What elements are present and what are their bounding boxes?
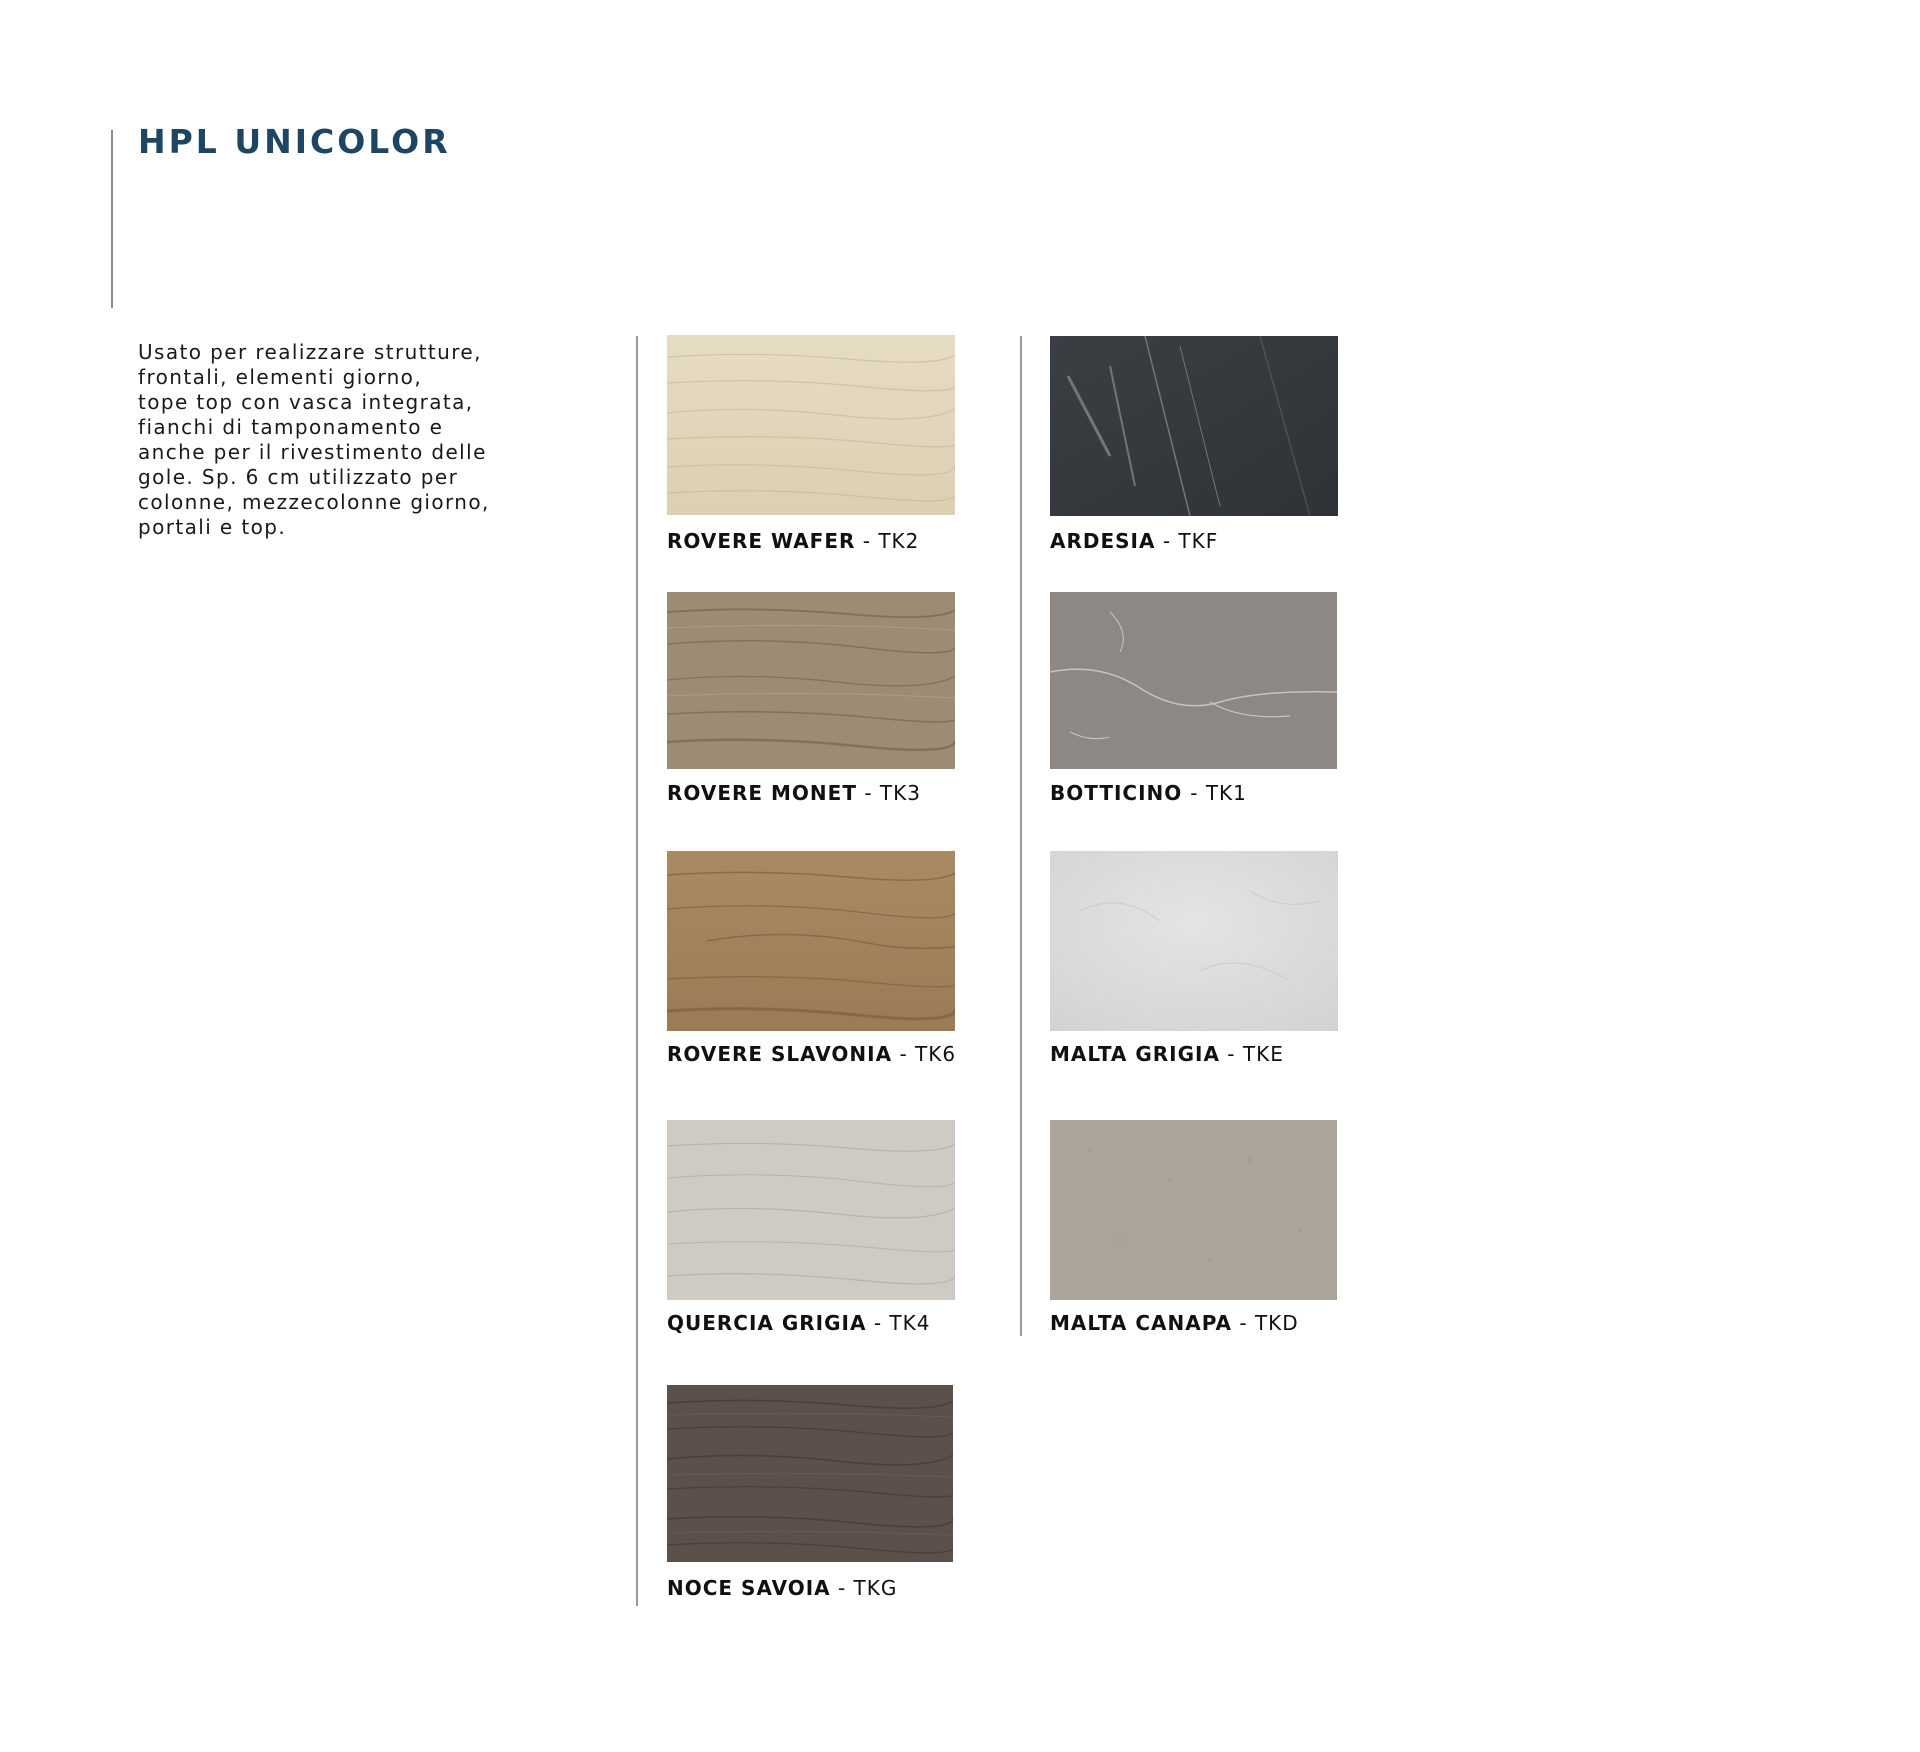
swatch-malta-canapa[interactable]	[1050, 1120, 1337, 1300]
material-name: QUERCIA GRIGIA	[667, 1311, 867, 1335]
material-code: - TK6	[892, 1042, 957, 1066]
hemp-plaster-texture-icon	[1050, 1120, 1337, 1300]
material-label	[667, 1042, 956, 1066]
material-code: - TK2	[855, 529, 920, 553]
material-label	[667, 1311, 930, 1335]
material-code: - TK1	[1190, 781, 1247, 805]
title-accent-rule	[111, 130, 113, 308]
weathered-oak-texture-icon	[667, 592, 955, 769]
column-divider-right	[1020, 336, 1022, 1336]
swatch-quercia-grigia[interactable]	[667, 1120, 955, 1300]
swatch-botticino[interactable]	[1050, 592, 1337, 769]
material-name: NOCE SAVOIA	[667, 1576, 831, 1600]
swatch-malta-grigia[interactable]	[1050, 851, 1338, 1031]
material-label	[1050, 1042, 1284, 1066]
material-label	[1050, 781, 1247, 805]
material-label	[667, 781, 921, 805]
material-code: - TKF	[1155, 529, 1219, 553]
swatch-noce-savoia[interactable]	[667, 1385, 953, 1562]
material-name: ROVERE MONET	[667, 781, 857, 805]
light-plaster-texture-icon	[1050, 851, 1338, 1031]
material-description: Usato per realizzare strutture, frontali, elementi giorno, tope top con vasca integrata, fianchi di tamponamento e anche per il rivestimento delle gole. Sp. 6 cm utilizzato per colonne, mezzecolonne giorno, portali e top.	[138, 340, 490, 539]
material-code: - TKE	[1219, 1042, 1284, 1066]
swatch-rovere-slavonia[interactable]	[667, 851, 955, 1031]
grey-oak-texture-icon	[667, 1120, 955, 1300]
slate-texture-icon	[1050, 336, 1338, 516]
material-name: BOTTICINO	[1050, 781, 1191, 805]
swatch-rovere-wafer[interactable]	[667, 335, 955, 515]
column-divider-left	[636, 336, 638, 1606]
material-label	[667, 1576, 897, 1600]
material-name: ROVERE SLAVONIA	[667, 1042, 893, 1066]
material-name: MALTA CANAPA	[1050, 1311, 1233, 1335]
material-code: - TKG	[830, 1576, 898, 1600]
warm-oak-texture-icon	[667, 851, 955, 1031]
material-label	[1050, 1311, 1299, 1335]
page-title: HPL UNICOLOR	[138, 122, 451, 161]
swatch-rovere-monet[interactable]	[667, 592, 955, 769]
material-label	[1050, 529, 1218, 553]
material-label	[667, 529, 919, 553]
material-name: ROVERE WAFER	[667, 529, 856, 553]
material-code: - TK3	[856, 781, 921, 805]
material-name: MALTA GRIGIA	[1050, 1042, 1220, 1066]
dark-walnut-texture-icon	[667, 1385, 953, 1562]
material-name: ARDESIA	[1050, 529, 1156, 553]
material-code: - TKD	[1232, 1311, 1299, 1335]
swatch-ardesia[interactable]	[1050, 336, 1338, 516]
light-oak-texture-icon	[667, 335, 955, 515]
grey-marble-texture-icon	[1050, 592, 1337, 769]
material-code: - TK4	[866, 1311, 931, 1335]
